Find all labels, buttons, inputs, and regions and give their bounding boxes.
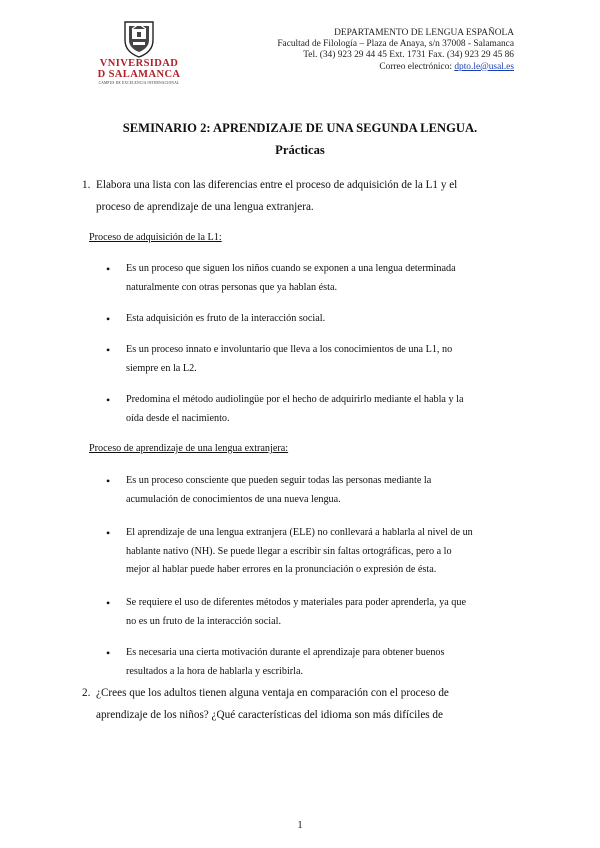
department-email-line [277, 62, 514, 73]
list-item-line: Es un proceso consciente que pueden seguir todas las personas mediante la [126, 475, 432, 486]
list-item [106, 594, 510, 631]
list-item-line: resultados a la hora de hablarla y escribirla. [126, 665, 304, 677]
question-1 [82, 174, 514, 218]
question-number: 1. [82, 179, 91, 191]
list-item [106, 310, 510, 329]
list-item [106, 341, 510, 378]
university-name-line1: VNIVERSIDAD [99, 58, 179, 69]
section-heading-l1: Proceso de adquisición de la L1: [89, 232, 222, 243]
list-item-line: hablante nativo (NH). Se puede llegar a escribir sin faltas ortográficas, pero a lo [126, 545, 452, 557]
list-item-line: no es un fruto de la interacción social. [126, 615, 282, 627]
page-title: SEMINARIO 2: APRENDIZAJE DE UNA SEGUNDA LENGUA. [122, 121, 478, 135]
list-item [106, 391, 510, 428]
university-logo [94, 18, 184, 90]
bullet-icon: • [106, 312, 111, 326]
university-tagline: CAMPUS DE EXCELENCIA INTERNACIONAL [98, 81, 180, 85]
section-heading-foreign-language: Proceso de aprendizaje de una lengua extranjera: [89, 443, 289, 454]
question-number: 2. [82, 687, 91, 699]
department-phone: Tel. (34) 923 29 44 45 Ext. 1731 Fax. (34) 923 29 45 86 [303, 50, 514, 61]
university-name-line2: D SALAMANCA [97, 69, 181, 80]
bullet-icon: • [106, 343, 111, 357]
list-item [106, 644, 510, 681]
list-item-line: oída desde el nacimiento. [126, 412, 230, 424]
list-item-line: naturalmente con otras personas que ya hablan ésta. [126, 281, 338, 293]
department-name: DEPARTAMENTO DE LENGUA ESPAÑOLA [334, 28, 514, 38]
question-line: aprendizaje de los niños? ¿Qué características del idioma son más difíciles de [96, 709, 443, 721]
question-line: proceso de aprendizaje de una lengua extranjera. [96, 201, 314, 213]
question-line: ¿Crees que los adultos tienen alguna ventaja en comparación con el proceso de [96, 687, 449, 699]
page-number: 1 [297, 820, 303, 831]
list-item-line: El aprendizaje de una lengua extranjera (ELE) no conllevará a hablarla al nivel de un [126, 527, 473, 538]
list-item-line: Es necesaria una cierta motivación durante el aprendizaje para obtener buenos [126, 647, 445, 658]
question-line: Elabora una lista con las diferencias entre el proceso de adquisición de la L1 y el [96, 179, 458, 191]
bullet-icon: • [106, 262, 111, 276]
department-address: Facultad de Filología – Plaza de Anaya, s/n 37008 - Salamanca [277, 39, 514, 50]
page-subtitle: Prácticas [275, 143, 325, 157]
bullet-icon: • [106, 646, 111, 660]
list-item-line: mejor al hablar puede haber errores en la pronunciación o expresión de ésta. [126, 564, 437, 575]
list-item-line: Es un proceso innato e involuntario que lleva a los conocimientos de una L1, no [126, 344, 453, 355]
question-2 [82, 682, 514, 726]
list-item [106, 524, 510, 580]
email-link[interactable]: dpto.le@usal.es [454, 61, 514, 72]
bullet-icon: • [106, 596, 111, 610]
list-item-line: Esta adquisición es fruto de la interacción social. [126, 313, 326, 324]
list-item-line: Predomina el método audiolingüe por el hecho de adquirirlo mediante el habla y la [126, 394, 464, 405]
bullet-icon: • [106, 474, 111, 488]
list-item-line: siempre en la L2. [126, 362, 197, 374]
bullet-icon: • [106, 393, 111, 407]
list-item-line: acumulación de conocimientos de una nueva lengua. [126, 493, 341, 505]
bullet-icon: • [106, 526, 111, 540]
list-item-line: Se requiere el uso de diferentes métodos y materiales para poder aprenderla, ya que [126, 597, 467, 608]
list-item [106, 260, 510, 297]
list-item [106, 472, 510, 509]
list-item-line: Es un proceso que siguen los niños cuando se exponen a una lengua determinada [126, 263, 456, 274]
university-crest-icon [121, 18, 157, 58]
department-info [277, 28, 514, 73]
email-label: Correo electrónico: [379, 61, 452, 72]
